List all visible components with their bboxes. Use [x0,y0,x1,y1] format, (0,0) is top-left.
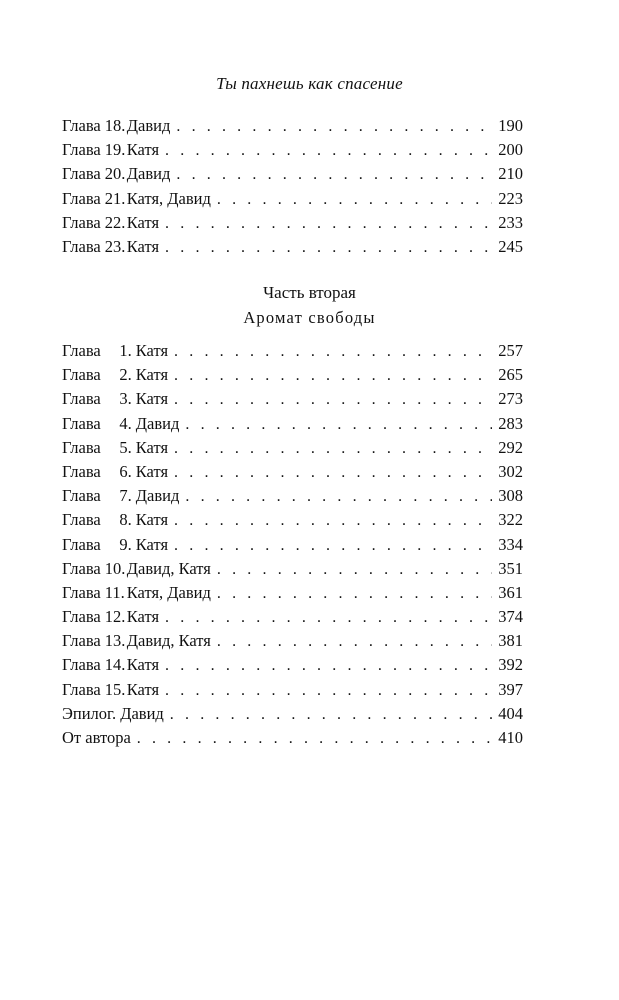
chapter-title: Катя [135,365,169,385]
toc-entry [62,389,523,413]
dot-leader [217,561,492,579]
chapter-word: Глава [62,116,101,135]
chapter-number: 10. [104,558,126,578]
chapter-number: 4. [119,413,132,433]
chapter-word: Глава [62,341,101,360]
toc-entry [62,213,523,237]
toc-entry-label [62,213,165,233]
toc-entry-label [62,510,174,530]
chapter-number: 13. [104,631,126,651]
toc-entry-label [62,680,165,700]
chapter-word: Глава [62,607,101,627]
toc-entry [62,438,523,462]
toc-entry [62,510,523,534]
toc-entry-label [62,535,174,555]
part-heading: Часть вторая [263,283,356,302]
toc-entry [62,140,523,164]
chapter-word: Глава [62,437,101,457]
chapter-number: 23. [104,236,126,256]
dot-leader [176,166,492,184]
chapter-word: Глава [62,582,101,602]
chapter-number: 5. [119,437,132,457]
toc-entry-label [62,365,174,385]
chapter-title: Давид [126,164,171,184]
toc-entry-label [62,341,174,361]
chapter-title: Катя [135,437,169,457]
toc-entry [62,486,523,510]
toc-entry [62,559,523,583]
chapter-number: 1. [119,341,132,360]
chapter-title: Катя [135,510,169,530]
chapter-title: Катя [126,607,160,627]
chapter-word: Глава [62,365,101,385]
toc-entry-label [62,607,165,627]
toc-entry [62,462,523,486]
toc-entry-label [62,655,165,675]
dot-leader [217,191,492,209]
toc-entry-label [62,164,176,184]
dot-leader [174,440,492,458]
chapter-word: Глава [62,558,101,578]
toc-entry [62,189,523,213]
dot-leader [174,391,492,409]
toc-entry [62,680,523,704]
chapter-number: 12. [104,607,126,627]
chapter-word: Глава [62,140,101,160]
page-number: 245 [498,236,523,256]
dot-leader [165,142,492,160]
chapter-number: 21. [104,188,126,208]
page-number: 322 [498,510,523,530]
chapter-number: 15. [104,679,126,699]
page-number: 397 [498,679,523,699]
toc-entry [62,341,523,365]
page-number: 223 [498,188,523,208]
toc-entry [62,655,523,679]
toc-part-two [62,341,523,752]
page-number: 351 [498,558,523,578]
toc-entry-label [62,116,176,136]
page-number: 233 [498,212,523,232]
chapter-title: Катя, Давид [126,188,211,208]
dot-leader [165,609,492,627]
page-number: 410 [498,728,523,747]
chapter-title: Давид [135,486,180,506]
chapter-word: Глава [62,212,101,232]
page-number: 283 [498,413,523,433]
toc-entry-label [62,631,217,651]
chapter-title: Катя [126,212,160,232]
epilogue-title: Эпилог. Давид [62,703,164,723]
toc-entry [62,414,523,438]
chapter-number: 7. [119,486,132,506]
page-number: 257 [498,341,523,360]
chapter-word: Глава [62,534,101,554]
dot-leader [174,464,492,482]
chapter-word: Глава [62,679,101,699]
dot-leader [176,118,492,136]
toc-entry-label [62,559,217,579]
page-number: 374 [498,607,523,627]
toc-entry [62,237,523,261]
toc-entry-label [62,462,174,482]
dot-leader [170,706,492,724]
toc-entry-label [62,237,165,257]
page-number: 404 [498,703,523,723]
page-number: 210 [498,164,523,184]
toc-entry-label [62,728,137,748]
dot-leader [185,416,492,434]
dot-leader [165,215,492,233]
toc-entry-label [62,704,170,724]
toc-entry [62,365,523,389]
toc-part-one [62,116,523,261]
dot-leader [174,343,492,361]
chapter-word: Глава [62,461,101,481]
dot-leader [165,682,492,700]
chapter-word: Глава [62,389,101,409]
chapter-word: Глава [62,413,101,433]
dot-leader [174,367,492,385]
toc-entry-label [62,414,185,434]
toc-entry [62,631,523,655]
chapter-number: 3. [119,389,132,409]
chapter-number: 19. [104,140,126,160]
chapter-title: Катя [135,461,169,481]
chapter-title: Катя [126,236,160,256]
dot-leader [217,585,492,603]
dot-leader [165,657,492,675]
page-number: 334 [498,534,523,554]
toc-entry [62,164,523,188]
author-note-title: От автора [62,728,131,747]
toc-entry [62,535,523,559]
running-head: Ты пахнешь как спасение [216,74,403,93]
toc-entry-epilogue [62,704,523,728]
dot-leader [217,633,492,651]
chapter-title: Давид [126,116,171,135]
page-number: 265 [498,365,523,385]
page-number: 361 [498,582,523,602]
chapter-number: 20. [104,164,126,184]
chapter-title: Катя [135,534,169,554]
page-number: 292 [498,437,523,457]
chapter-word: Глава [62,236,101,256]
dot-leader [174,512,492,530]
chapter-number: 14. [104,655,126,675]
chapter-title: Давид, Катя [126,631,211,651]
chapter-title: Катя [135,389,169,409]
toc-entry-author-note [62,728,523,752]
chapter-title: Катя [135,341,169,360]
page-number: 200 [498,140,523,160]
dot-leader [165,239,492,257]
toc-entry-label [62,189,217,209]
chapter-title: Катя [126,679,160,699]
chapter-word: Глава [62,631,101,651]
chapter-word: Глава [62,188,101,208]
chapter-number: 11. [104,582,125,602]
page-number: 190 [498,116,523,135]
toc-entry-label [62,438,174,458]
toc-entry [62,116,523,140]
chapter-title: Катя, Давид [126,582,211,602]
page-number: 381 [498,631,523,651]
dot-leader [185,488,492,506]
chapter-number: 9. [119,534,132,554]
chapter-word: Глава [62,655,101,675]
chapter-number: 2. [119,365,132,385]
page-number: 308 [498,486,523,506]
dot-leader [174,537,492,555]
chapter-number: 18. [104,116,126,135]
page-number: 392 [498,655,523,675]
page-number: 302 [498,461,523,481]
chapter-number: 8. [119,510,132,530]
toc-entry-label [62,140,165,160]
toc-entry-label [62,583,217,603]
chapter-number: 22. [104,212,126,232]
chapter-word: Глава [62,164,101,184]
chapter-word: Глава [62,510,101,530]
chapter-title: Давид [135,413,180,433]
chapter-title: Катя [126,655,160,675]
chapter-number: 6. [119,461,132,481]
chapter-title: Катя [126,140,160,160]
chapter-word: Глава [62,486,101,506]
dot-leader [137,730,492,748]
toc-entry [62,607,523,631]
toc-entry-label [62,486,185,506]
chapter-title: Давид, Катя [126,558,211,578]
part-title: Аромат свободы [243,308,376,327]
page-number: 273 [498,389,523,409]
toc-entry [62,583,523,607]
toc-entry-label [62,389,174,409]
